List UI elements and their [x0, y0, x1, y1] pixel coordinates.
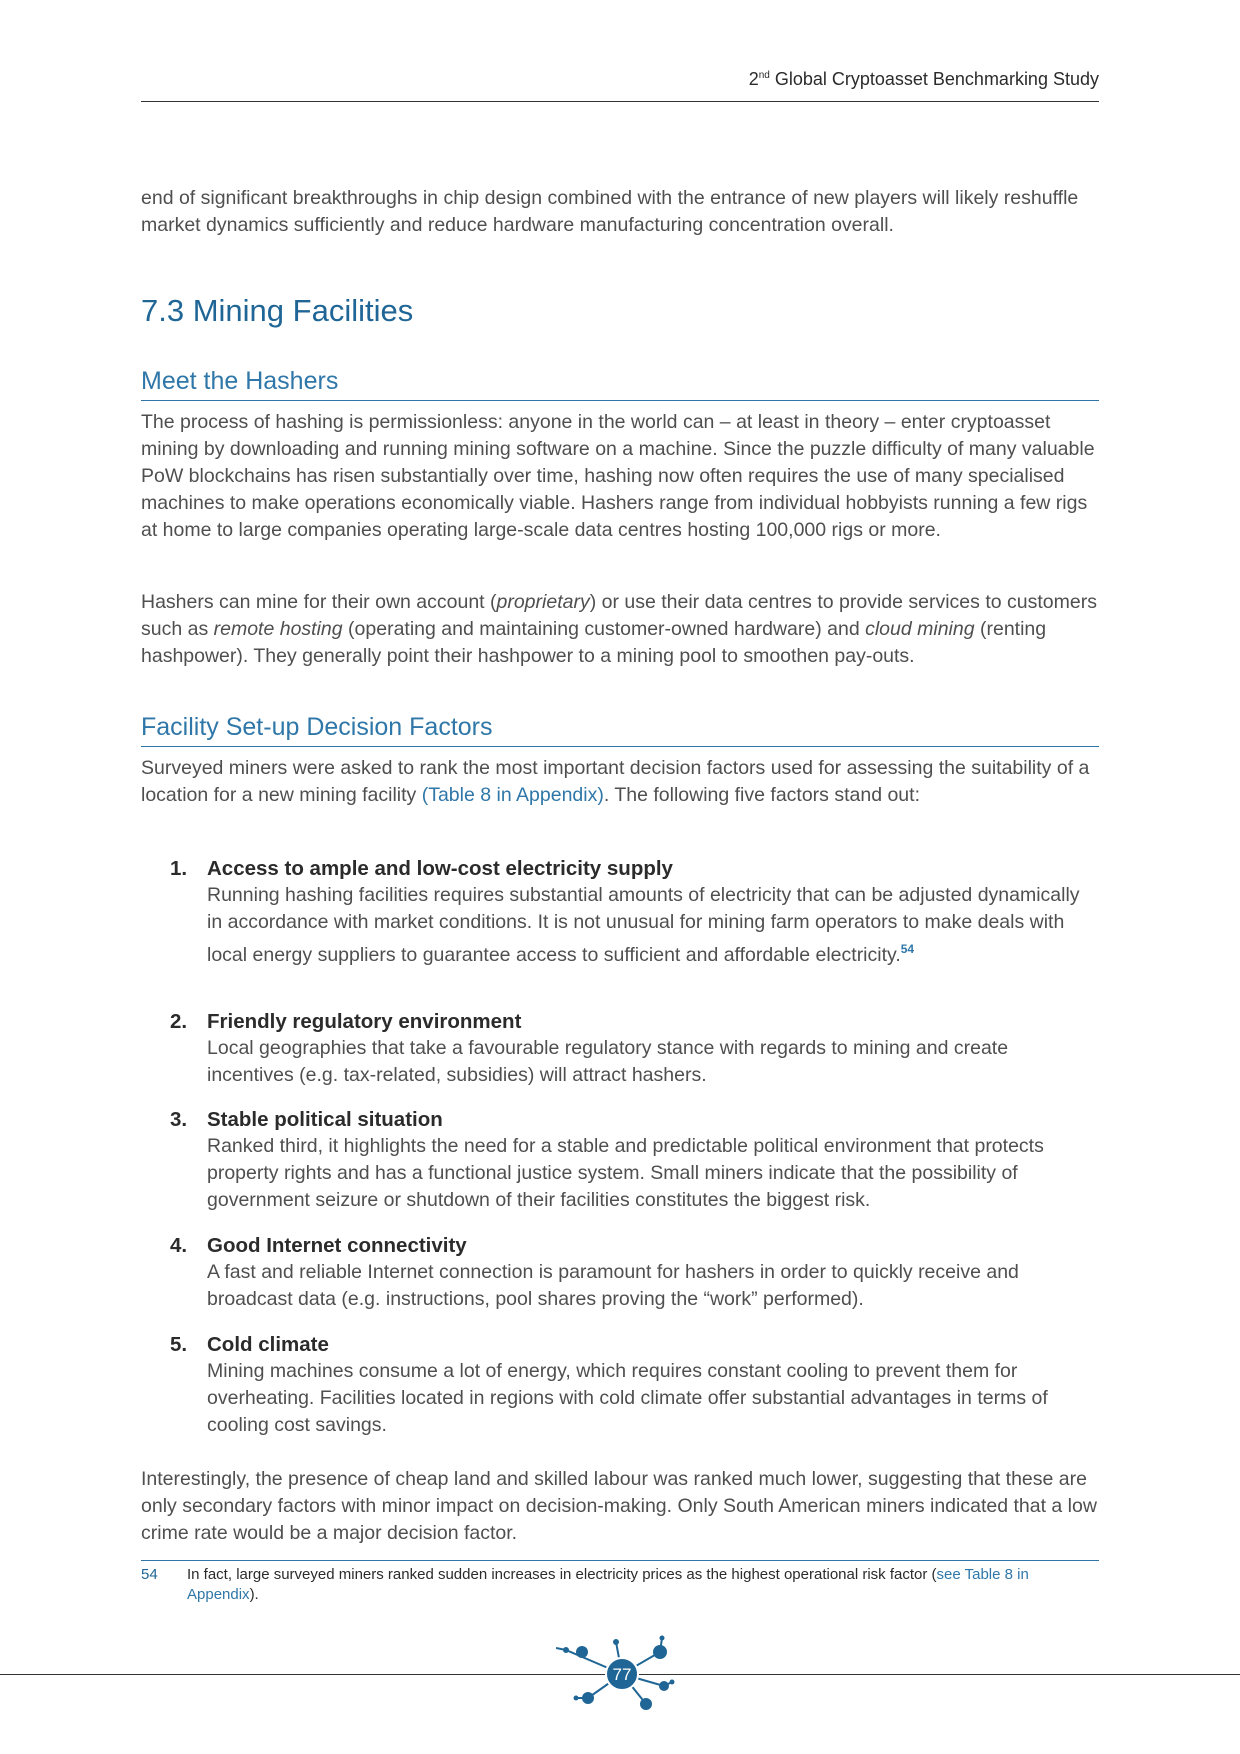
- p2-text-d: (renting hashpower). They generally point their hashpower to a mining pool to smoothen pay-outs.: [141, 618, 1047, 667]
- page-number-emblem: [556, 1628, 676, 1714]
- hashers-paragraph-1: The process of hashing is permissionless: anyone in the world can – at least in theory – enter cryptoasset mining by downloading and running mining software on a machine. Since the puzzle difficulty of many valuable PoW blockchains has risen substantially over time, hashing now often requires the use of many specialised machines to make operations economically viable. Hashers range from individual hobbyists running a few rigs at home to large companies operating large-scale data centres hosting 100,000 rigs or more.: [141, 411, 1095, 541]
- header-divider: [141, 101, 1099, 102]
- footnote-divider: [141, 1560, 1099, 1561]
- section-heading: 7.3 Mining Facilities: [141, 293, 414, 328]
- running-header: [749, 69, 1099, 90]
- factor-title: Good Internet connectivity: [207, 1234, 467, 1257]
- footnote-reference-54[interactable]: 54: [900, 942, 915, 956]
- closing-paragraph: Interestingly, the presence of cheap land and skilled labour was ranked much lower, suggesting that these are only secondary factors with minor impact on decision-making. Only South American miners indicated that a low crime rate would be a major decision factor.: [141, 1468, 1097, 1544]
- p2-text-a: Hashers can mine for their own account (: [141, 591, 497, 613]
- decision-intro-text-a: Surveyed miners were asked to rank the most important decision factors used for assessing the suitability of a location for a new mining facility: [141, 757, 1090, 806]
- p2-italic-proprietary: proprietary: [496, 591, 590, 613]
- factor-item-5: [170, 1331, 1100, 1439]
- factor-description-text: Running hashing facilities requires substantial amounts of electricity that can be adjusted dynamically in accordance with market conditions. It is not unusual for mining farm operators to make deals with local energy suppliers to guarantee access to sufficient and affordable electricity.: [207, 884, 1080, 966]
- factor-description: [207, 882, 1100, 969]
- hashers-paragraph-2: [141, 589, 1103, 670]
- footnote-number: 54: [141, 1566, 158, 1583]
- factor-description: Mining machines consume a lot of energy, which requires constant cooling to prevent them for overheating. Facilities located in regions with cold climate offer substantial advantages in terms of cooling cost savings.: [207, 1360, 1048, 1436]
- factor-title: Cold climate: [207, 1333, 329, 1356]
- footnote-54: [141, 1565, 1099, 1605]
- footnote-text: [187, 1565, 1099, 1605]
- subheading-meet-the-hashers: Meet the Hashers: [141, 365, 1099, 401]
- factor-description: Local geographies that take a favourable regulatory stance with regards to mining and create incentives (e.g. tax-related, subsidies) will attract hashers.: [207, 1037, 1009, 1086]
- factor-item-4: [170, 1232, 1100, 1313]
- header-title-number: 2: [748, 69, 759, 89]
- table-8-appendix-link[interactable]: (Table 8 in Appendix): [421, 784, 604, 806]
- page-number: 77: [612, 1665, 632, 1684]
- factor-description: Ranked third, it highlights the need for a stable and predictable political environment that protects property rights and has a functional justice system. Small miners indicate that the possibility of government seizure or shutdown of their facilities constitutes the biggest risk.: [207, 1135, 1044, 1211]
- p2-text-c: (operating and maintaining customer-owned hardware) and: [342, 618, 866, 640]
- factor-title: Stable political situation: [207, 1108, 443, 1131]
- header-title-superscript: nd: [758, 70, 770, 81]
- factor-item-1: [170, 855, 1100, 969]
- intro-paragraph: end of significant breakthroughs in chip design combined with the entrance of new players will likely reshuffle market dynamics sufficiently and reduce hardware manufacturing concentration overall.: [141, 187, 1079, 236]
- factor-number: 3.: [170, 1108, 188, 1131]
- factor-number: 2.: [170, 1010, 188, 1033]
- factor-description: A fast and reliable Internet connection is paramount for hashers in order to quickly receive and broadcast data (e.g. instructions, pool shares proving the “work” performed).: [207, 1261, 1019, 1310]
- decision-intro-paragraph: [141, 755, 1103, 809]
- p2-text-b: ) or use their data centres to provide services to customers such as: [141, 591, 1097, 640]
- subheading-decision-factors: Facility Set-up Decision Factors: [141, 711, 1099, 747]
- header-title-text: Global Cryptoasset Benchmarking Study: [769, 69, 1099, 89]
- factor-number: 5.: [170, 1333, 188, 1356]
- factor-number: 4.: [170, 1234, 188, 1257]
- footnote-text-main: In fact, large surveyed miners ranked sudden increases in electricity prices as the highest operational risk factor (: [187, 1566, 937, 1583]
- p2-italic-remote-hosting: remote hosting: [213, 618, 343, 640]
- factor-title: Friendly regulatory environment: [207, 1010, 522, 1033]
- factor-title: Access to ample and low-cost electricity supply: [207, 857, 673, 880]
- factor-item-3: [170, 1106, 1100, 1214]
- p2-italic-cloud-mining: cloud mining: [865, 618, 975, 640]
- decision-intro-text-b: . The following five factors stand out:: [603, 784, 920, 806]
- footnote-appendix-link[interactable]: see Table 8 in Appendix: [187, 1566, 1029, 1603]
- footnote-text-end: ).: [249, 1586, 259, 1603]
- factor-number: 1.: [170, 857, 188, 880]
- factor-item-2: [170, 1008, 1100, 1089]
